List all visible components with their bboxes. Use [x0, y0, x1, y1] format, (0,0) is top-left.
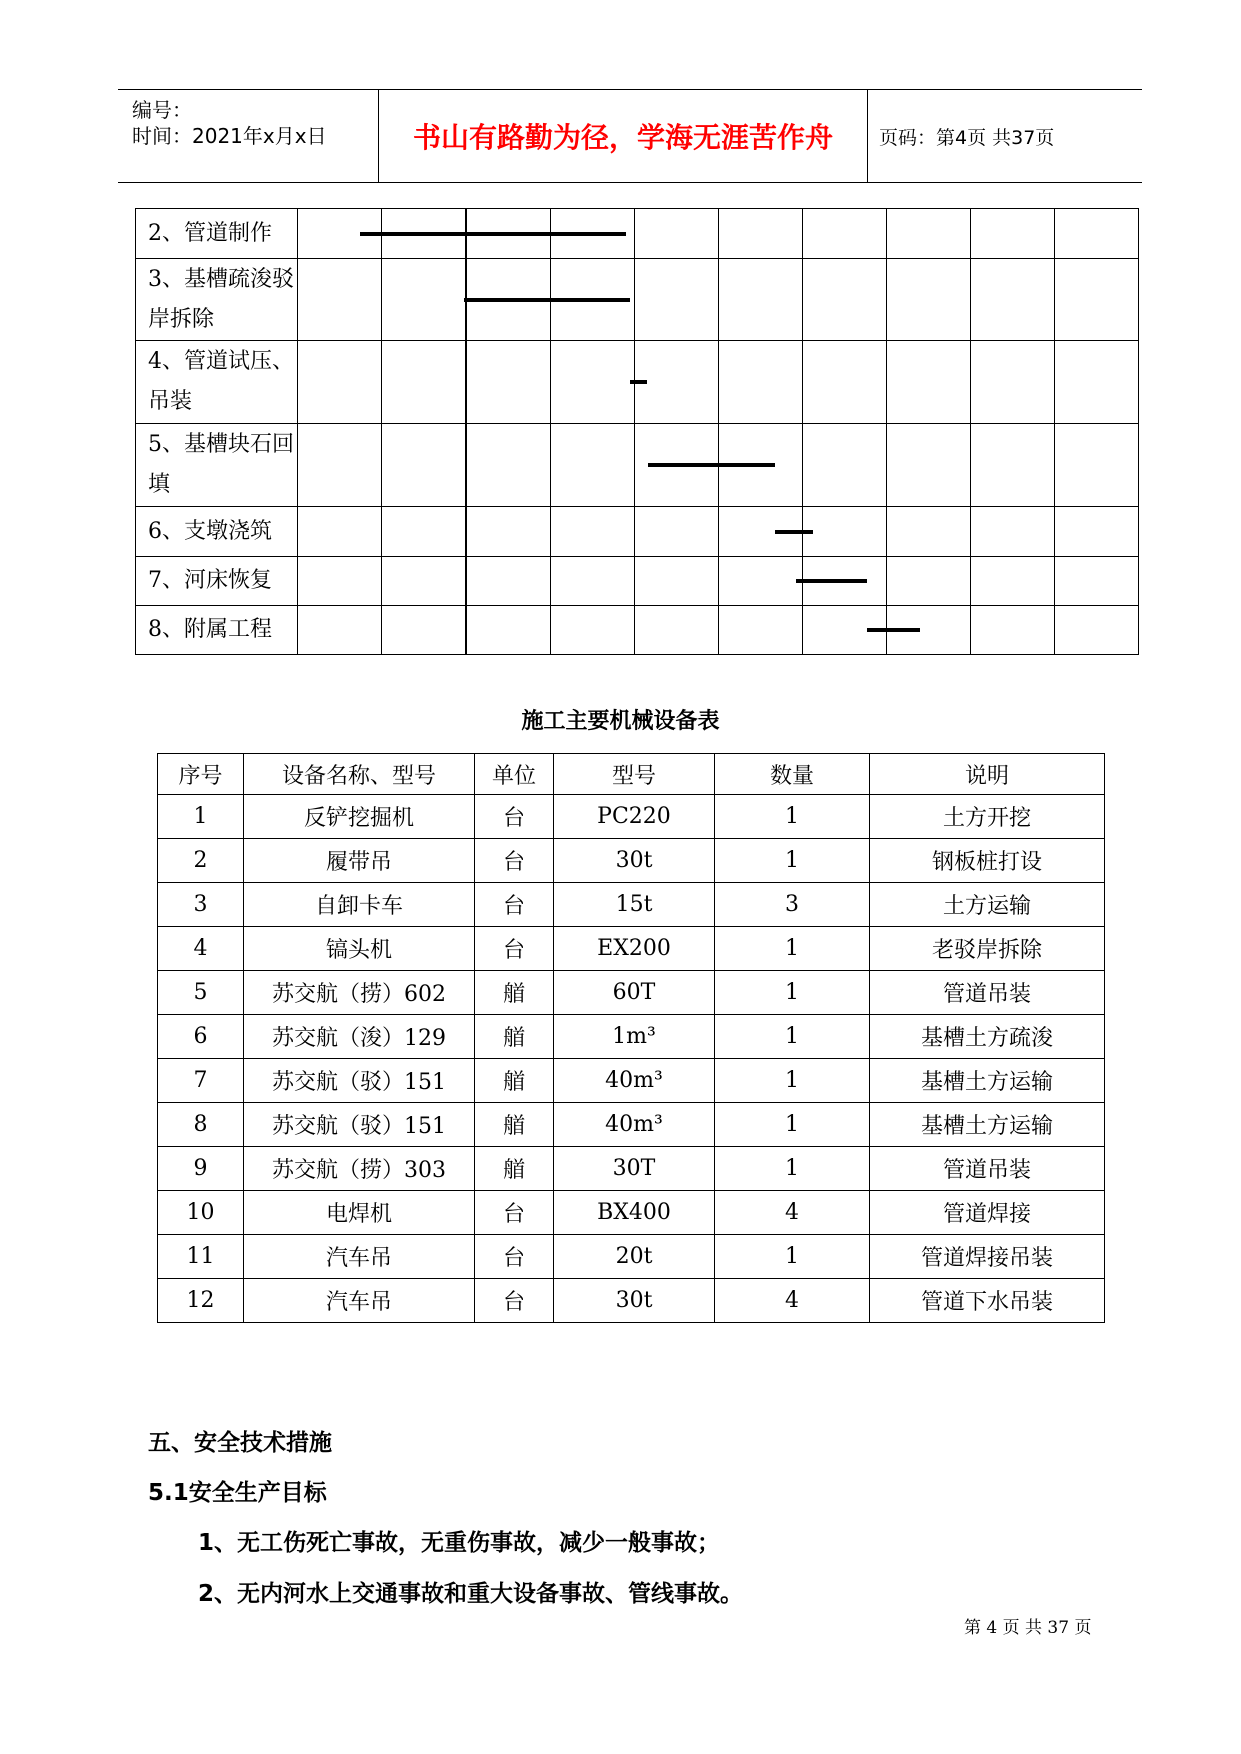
gantt-task-label: 5、基槽块石回填 [136, 424, 298, 507]
header-meta [118, 90, 378, 182]
equipment-row [158, 927, 1105, 971]
gantt-period-cell [803, 259, 887, 341]
gantt-period-cell [466, 259, 551, 341]
gantt-period-cell [298, 424, 382, 507]
schedule-gantt-table [135, 208, 1139, 655]
table-cell: 管道吊装 [870, 971, 1105, 1015]
table-cell: 管道焊接 [870, 1191, 1105, 1235]
gantt-period-cell [551, 341, 635, 424]
gantt-row [136, 557, 1139, 606]
equipment-row [158, 1147, 1105, 1191]
gantt-period-cell [1055, 606, 1139, 655]
table-cell: 苏交航（捞）303 [244, 1147, 475, 1191]
gantt-period-cell [551, 606, 635, 655]
table-cell: 基槽土方疏浚 [870, 1015, 1105, 1059]
gantt-period-cell [803, 557, 887, 606]
gantt-period-cell [466, 341, 551, 424]
equipment-row [158, 1235, 1105, 1279]
table-cell: 5 [158, 971, 244, 1015]
equipment-row [158, 795, 1105, 839]
equipment-row [158, 1191, 1105, 1235]
gantt-period-cell [719, 259, 803, 341]
table-cell: 4 [158, 927, 244, 971]
header-motto-cell [378, 90, 868, 182]
gantt-period-cell [382, 341, 467, 424]
gantt-period-cell [887, 424, 971, 507]
gantt-row [136, 209, 1139, 259]
table-cell: 基槽土方运输 [870, 1103, 1105, 1147]
gantt-period-cell [382, 424, 467, 507]
gantt-period-cell [635, 557, 719, 606]
equipment-row [158, 1015, 1105, 1059]
table-cell: 1 [715, 1103, 870, 1147]
subsection-heading: 5.1安全生产目标 [148, 1480, 327, 1506]
table-cell: 管道吊装 [870, 1147, 1105, 1191]
table-cell: 1 [715, 1015, 870, 1059]
gantt-period-cell [382, 606, 467, 655]
table-cell: 艏 [475, 1147, 554, 1191]
page-footer: 第 4 页 共 37 页 [964, 1618, 1092, 1638]
gantt-period-cell [971, 606, 1055, 655]
document-time-label: 时间：2021年x月x日 [132, 124, 327, 148]
equipment-table [157, 753, 1105, 1323]
gantt-period-cell [803, 507, 887, 557]
gantt-task-label: 7、河床恢复 [136, 557, 298, 606]
table-cell: 管道下水吊装 [870, 1279, 1105, 1323]
gantt-period-cell [1055, 259, 1139, 341]
gantt-period-cell [1055, 424, 1139, 507]
gantt-task-label: 6、支墩浇筑 [136, 507, 298, 557]
table-cell: 苏交航（捞）602 [244, 971, 475, 1015]
equipment-row [158, 883, 1105, 927]
table-cell: 管道焊接吊装 [870, 1235, 1105, 1279]
table-cell: 艏 [475, 1015, 554, 1059]
table-cell: 4 [715, 1279, 870, 1323]
gantt-period-cell [887, 507, 971, 557]
gantt-period-cell [635, 341, 719, 424]
table-cell: 土方运输 [870, 883, 1105, 927]
gantt-period-cell [1055, 557, 1139, 606]
gantt-task-label: 2、管道制作 [136, 209, 298, 259]
table-cell: PC220 [554, 795, 715, 839]
table-cell: 10 [158, 1191, 244, 1235]
table-cell: 台 [475, 927, 554, 971]
table-cell: 8 [158, 1103, 244, 1147]
table-cell: 电焊机 [244, 1191, 475, 1235]
gantt-period-cell [466, 606, 551, 655]
gantt-period-cell [551, 259, 635, 341]
column-header: 型号 [554, 754, 715, 795]
gantt-period-cell [1055, 341, 1139, 424]
table-cell: 1 [715, 1235, 870, 1279]
gantt-period-cell [803, 341, 887, 424]
gantt-task-label: 3、基槽疏浚驳岸拆除 [136, 259, 298, 341]
table-cell: 1 [715, 971, 870, 1015]
gantt-row [136, 259, 1139, 341]
table-cell: 艏 [475, 1059, 554, 1103]
table-cell: 自卸卡车 [244, 883, 475, 927]
table-cell: 40m³ [554, 1059, 715, 1103]
gantt-period-cell [466, 424, 551, 507]
table-cell: 1 [715, 927, 870, 971]
table-cell: 台 [475, 1279, 554, 1323]
table-cell: EX200 [554, 927, 715, 971]
gantt-period-cell [719, 606, 803, 655]
header-page-number: 页码：第4页 共37页 [879, 127, 1055, 149]
gantt-period-cell [551, 209, 635, 259]
gantt-period-cell [803, 209, 887, 259]
table-cell: 履带吊 [244, 839, 475, 883]
gantt-period-cell [887, 209, 971, 259]
gantt-period-cell [971, 557, 1055, 606]
table-cell: BX400 [554, 1191, 715, 1235]
page-header [118, 89, 1142, 183]
table-cell: 1 [715, 1147, 870, 1191]
table-cell: 6 [158, 1015, 244, 1059]
column-header: 序号 [158, 754, 244, 795]
gantt-period-cell [382, 507, 467, 557]
document-number-label: 编号： [132, 98, 192, 122]
table-cell: 钢板桩打设 [870, 839, 1105, 883]
table-cell: 30t [554, 1279, 715, 1323]
equipment-row [158, 839, 1105, 883]
table-cell: 汽车吊 [244, 1279, 475, 1323]
header-motto: 书山有路勤为径，学海无涯苦作舟 [412, 121, 833, 154]
gantt-period-cell [887, 606, 971, 655]
table-cell: 艏 [475, 971, 554, 1015]
gantt-task-label: 4、管道试压、吊装 [136, 341, 298, 424]
gantt-period-cell [466, 209, 551, 259]
table-cell: 30t [554, 839, 715, 883]
gantt-period-cell [971, 209, 1055, 259]
gantt-period-cell [635, 424, 719, 507]
gantt-period-cell [298, 606, 382, 655]
table-cell: 反铲挖掘机 [244, 795, 475, 839]
gantt-period-cell [382, 259, 467, 341]
gantt-period-cell [466, 557, 551, 606]
table-cell: 基槽土方运输 [870, 1059, 1105, 1103]
gantt-period-cell [1055, 507, 1139, 557]
gantt-period-cell [298, 557, 382, 606]
table-cell: 40m³ [554, 1103, 715, 1147]
gantt-row [136, 341, 1139, 424]
gantt-period-cell [635, 209, 719, 259]
gantt-task-label: 8、附属工程 [136, 606, 298, 655]
gantt-period-cell [551, 507, 635, 557]
gantt-period-cell [298, 341, 382, 424]
table-cell: 苏交航（浚）129 [244, 1015, 475, 1059]
table-cell: 1 [715, 1059, 870, 1103]
gantt-period-cell [719, 424, 803, 507]
gantt-period-cell [466, 507, 551, 557]
equipment-table-title: 施工主要机械设备表 [521, 709, 720, 734]
table-cell: 15t [554, 883, 715, 927]
column-header: 单位 [475, 754, 554, 795]
table-cell: 1 [158, 795, 244, 839]
table-cell: 台 [475, 1235, 554, 1279]
gantt-period-cell [298, 507, 382, 557]
table-cell: 1 [715, 795, 870, 839]
equipment-row [158, 1103, 1105, 1147]
table-cell: 3 [158, 883, 244, 927]
gantt-period-cell [298, 259, 382, 341]
gantt-row [136, 606, 1139, 655]
gantt-period-cell [971, 259, 1055, 341]
goal-item-1: 1、无工伤死亡事故，无重伤事故，减少一般事故； [198, 1530, 721, 1556]
table-cell: 苏交航（驳）151 [244, 1059, 475, 1103]
gantt-row [136, 424, 1139, 507]
gantt-period-cell [971, 507, 1055, 557]
table-cell: 台 [475, 795, 554, 839]
table-cell: 1 [715, 839, 870, 883]
gantt-period-cell [803, 424, 887, 507]
gantt-period-cell [382, 209, 467, 259]
column-header: 数量 [715, 754, 870, 795]
equipment-row [158, 1059, 1105, 1103]
table-cell: 苏交航（驳）151 [244, 1103, 475, 1147]
gantt-period-cell [887, 557, 971, 606]
gantt-period-cell [971, 424, 1055, 507]
equipment-header-row [158, 754, 1105, 795]
gantt-period-cell [887, 259, 971, 341]
table-cell: 7 [158, 1059, 244, 1103]
table-cell: 9 [158, 1147, 244, 1191]
table-cell: 老驳岸拆除 [870, 927, 1105, 971]
gantt-period-cell [382, 557, 467, 606]
table-cell: 土方开挖 [870, 795, 1105, 839]
table-cell: 60T [554, 971, 715, 1015]
table-cell: 镐头机 [244, 927, 475, 971]
table-cell: 12 [158, 1279, 244, 1323]
table-cell: 1m³ [554, 1015, 715, 1059]
gantt-period-cell [719, 557, 803, 606]
table-cell: 30T [554, 1147, 715, 1191]
gantt-period-cell [551, 557, 635, 606]
column-header: 设备名称、型号 [244, 754, 475, 795]
gantt-period-cell [887, 341, 971, 424]
gantt-period-cell [719, 209, 803, 259]
table-cell: 艏 [475, 1103, 554, 1147]
table-cell: 11 [158, 1235, 244, 1279]
gantt-row [136, 507, 1139, 557]
table-cell: 台 [475, 1191, 554, 1235]
gantt-period-cell [719, 507, 803, 557]
gantt-period-cell [298, 209, 382, 259]
table-cell: 3 [715, 883, 870, 927]
table-cell: 台 [475, 883, 554, 927]
section-heading: 五、安全技术措施 [148, 1430, 332, 1456]
table-cell: 台 [475, 839, 554, 883]
gantt-period-cell [635, 259, 719, 341]
equipment-row [158, 971, 1105, 1015]
equipment-row [158, 1279, 1105, 1323]
gantt-period-cell [551, 424, 635, 507]
gantt-period-cell [635, 606, 719, 655]
gantt-period-cell [719, 341, 803, 424]
goal-item-2: 2、无内河水上交通事故和重大设备事故、管线事故。 [198, 1581, 744, 1607]
table-cell: 汽车吊 [244, 1235, 475, 1279]
table-cell: 2 [158, 839, 244, 883]
gantt-period-cell [971, 341, 1055, 424]
gantt-period-cell [635, 507, 719, 557]
column-header: 说明 [870, 754, 1105, 795]
table-cell: 20t [554, 1235, 715, 1279]
table-cell: 4 [715, 1191, 870, 1235]
gantt-period-cell [1055, 209, 1139, 259]
gantt-period-cell [803, 606, 887, 655]
